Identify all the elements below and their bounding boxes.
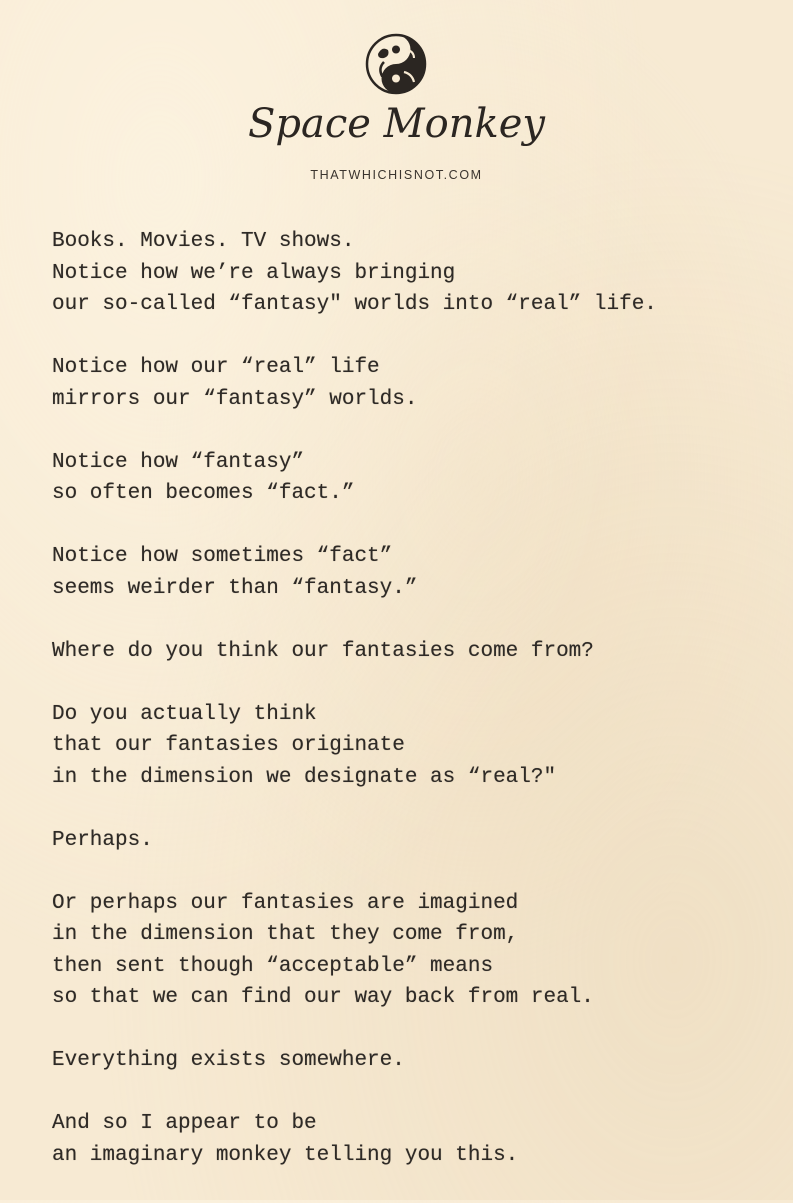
poem-line: Do you actually think xyxy=(52,702,317,726)
poem-stanza xyxy=(52,226,782,321)
poem-line: Where do you think our fantasies come from? xyxy=(52,639,594,663)
poem-stanza xyxy=(52,888,782,1014)
poem-body xyxy=(52,226,782,1203)
poem-stanza xyxy=(52,1045,782,1077)
poem-line: seems weirder than “fantasy.” xyxy=(52,576,418,600)
poem-line: Notice how we’re always bringing xyxy=(52,261,456,285)
poem-line: then sent though “acceptable” means xyxy=(52,954,494,978)
poem-line: mirrors our “fantasy” worlds. xyxy=(52,387,418,411)
poem-line: in the dimension we designate as “real?" xyxy=(52,765,557,789)
poem-line: our so-called “fantasy" worlds into “real” life. xyxy=(52,293,657,316)
brand-url: THATWHICHISNOT.COM xyxy=(310,168,483,182)
poem-line: that our fantasies originate xyxy=(52,734,405,757)
monkey-yin-yang-icon xyxy=(364,32,428,96)
brand-name: Space Monkey xyxy=(248,101,545,147)
poem-line: And so I appear to be xyxy=(52,1112,317,1135)
poem-stanza xyxy=(52,636,782,668)
poem-stanza xyxy=(52,699,782,794)
poem-line: Perhaps. xyxy=(52,828,153,852)
poem-line: Books. Movies. TV shows. xyxy=(52,230,355,253)
poem-line: an imaginary monkey telling you this. xyxy=(52,1143,519,1167)
poem-stanza xyxy=(52,1108,782,1171)
poem-line: in the dimension that they come from, xyxy=(52,923,519,946)
poem-line: Notice how “fantasy” xyxy=(52,450,305,474)
poem-line: Everything exists somewhere. xyxy=(52,1049,405,1072)
poem-line: Notice how sometimes “fact” xyxy=(52,545,393,568)
poem-stanza xyxy=(52,352,782,415)
poem-line: Or perhaps our fantasies are imagined xyxy=(52,891,519,915)
poem-line: Notice how our “real” life xyxy=(52,356,380,379)
poem-line: so that we can find our way back from real. xyxy=(52,986,594,1009)
poem-line: so often becomes “fact.” xyxy=(52,482,355,505)
poem-stanza xyxy=(52,541,782,604)
poem-stanza xyxy=(52,447,782,510)
page-header xyxy=(0,0,793,200)
poem-stanza xyxy=(52,825,782,857)
